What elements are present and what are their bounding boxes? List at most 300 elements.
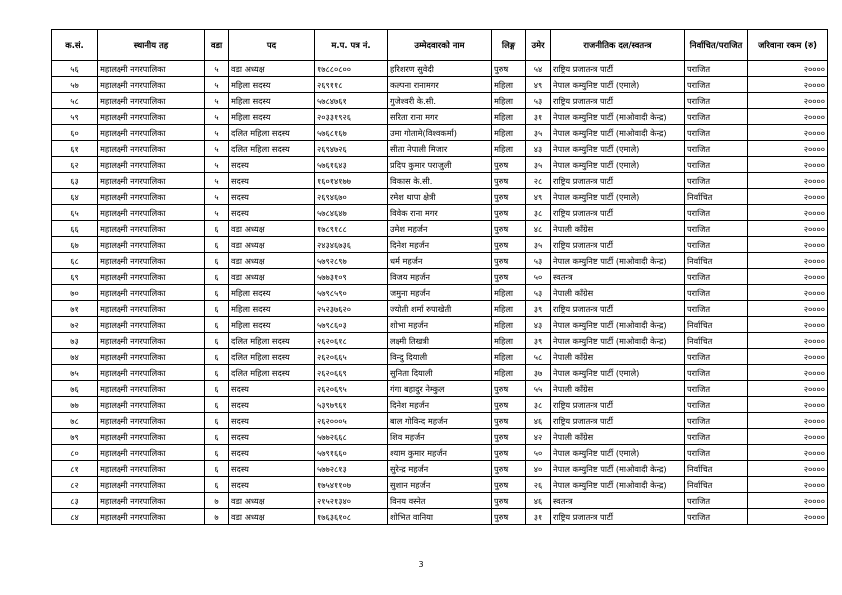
- cell-sn: ५७: [52, 77, 98, 93]
- cell-candidate: श्याम कुमार महर्जन: [388, 445, 492, 461]
- cell-id-no: ५७८४६४७: [315, 205, 388, 221]
- cell-local-level: महालक्ष्मी नगरपालिका: [98, 381, 205, 397]
- cell-party: नेपाली काँग्रेस: [551, 349, 685, 365]
- cell-post: सदस्य: [229, 445, 315, 461]
- cell-candidate: शोभित वानिया: [388, 509, 492, 525]
- table-row: [52, 429, 828, 445]
- cell-party: नेपाल कम्युनिष्ट पार्टी (एमाले): [551, 189, 685, 205]
- cell-sn: ६१: [52, 141, 98, 157]
- cell-gender: पुरुष: [492, 253, 526, 269]
- cell-gender: पुरुष: [492, 157, 526, 173]
- cell-id-no: २१५२१३४०: [315, 493, 388, 509]
- cell-party: नेपाल कम्युनिष्ट पार्टी (एमाले): [551, 157, 685, 173]
- table-row: [52, 189, 828, 205]
- cell-gender: महिला: [492, 109, 526, 125]
- cell-local-level: महालक्ष्मी नगरपालिका: [98, 221, 205, 237]
- cell-candidate: रमेश थापा क्षेत्री: [388, 189, 492, 205]
- cell-result: पराजित: [685, 205, 748, 221]
- cell-gender: महिला: [492, 93, 526, 109]
- cell-local-level: महालक्ष्मी नगरपालिका: [98, 157, 205, 173]
- cell-ward: ७: [205, 493, 229, 509]
- cell-id-no: २६२०६१८: [315, 333, 388, 349]
- cell-result: पराजित: [685, 61, 748, 77]
- cell-local-level: महालक्ष्मी नगरपालिका: [98, 269, 205, 285]
- cell-result: पराजित: [685, 397, 748, 413]
- cell-ward: ६: [205, 429, 229, 445]
- cell-ward: ५: [205, 157, 229, 173]
- cell-post: सदस्य: [229, 381, 315, 397]
- cell-fine: २००००: [748, 365, 828, 381]
- header-candidate: उम्मेदवारको नाम: [388, 30, 492, 61]
- table-row: [52, 509, 828, 525]
- cell-id-no: २०३३१९२६: [315, 109, 388, 125]
- cell-fine: २००००: [748, 141, 828, 157]
- header-gender: लिङ्ग: [492, 30, 526, 61]
- cell-sn: ६९: [52, 269, 98, 285]
- cell-fine: २००००: [748, 461, 828, 477]
- cell-result: पराजित: [685, 429, 748, 445]
- cell-id-no: ५७७२६६८: [315, 429, 388, 445]
- cell-result: पराजित: [685, 413, 748, 429]
- cell-ward: ६: [205, 397, 229, 413]
- cell-id-no: ५७९१६६०: [315, 445, 388, 461]
- cell-id-no: २६९११८: [315, 77, 388, 93]
- cell-id-no: २६९४६७०: [315, 189, 388, 205]
- cell-post: दलित महिला सदस्य: [229, 141, 315, 157]
- cell-local-level: महालक्ष्मी नगरपालिका: [98, 109, 205, 125]
- cell-party: राष्ट्रिय प्रजातन्त्र पार्टी: [551, 301, 685, 317]
- cell-id-no: १७६३६१०८: [315, 509, 388, 525]
- cell-sn: ७८: [52, 413, 98, 429]
- cell-gender: महिला: [492, 285, 526, 301]
- cell-post: सदस्य: [229, 429, 315, 445]
- cell-post: महिला सदस्य: [229, 317, 315, 333]
- cell-gender: पुरुष: [492, 269, 526, 285]
- cell-result: पराजित: [685, 109, 748, 125]
- cell-fine: २००००: [748, 157, 828, 173]
- table-row: [52, 221, 828, 237]
- cell-ward: ६: [205, 461, 229, 477]
- cell-candidate: उमेश महर्जन: [388, 221, 492, 237]
- cell-party: राष्ट्रिय प्रजातन्त्र पार्टी: [551, 509, 685, 525]
- cell-sn: ६७: [52, 237, 98, 253]
- cell-ward: ६: [205, 413, 229, 429]
- cell-sn: ६३: [52, 173, 98, 189]
- table-row: [52, 413, 828, 429]
- cell-id-no: १६०१४१७७: [315, 173, 388, 189]
- table-row: [52, 461, 828, 477]
- cell-id-no: २६२०६६९: [315, 365, 388, 381]
- cell-gender: महिला: [492, 317, 526, 333]
- table-row: [52, 477, 828, 493]
- cell-fine: २००००: [748, 413, 828, 429]
- cell-result: पराजित: [685, 221, 748, 237]
- table-row: [52, 301, 828, 317]
- cell-ward: ५: [205, 93, 229, 109]
- cell-age: ३५: [526, 125, 551, 141]
- cell-local-level: महालक्ष्मी नगरपालिका: [98, 173, 205, 189]
- table-row: [52, 61, 828, 77]
- cell-ward: ५: [205, 189, 229, 205]
- header-party: राजनीतिक दल/स्वतन्त्र: [551, 30, 685, 61]
- cell-age: ३८: [526, 397, 551, 413]
- cell-age: ३९: [526, 333, 551, 349]
- cell-sn: ७७: [52, 397, 98, 413]
- table-row: [52, 445, 828, 461]
- table-row: [52, 205, 828, 221]
- cell-age: ३१: [526, 109, 551, 125]
- cell-age: ४६: [526, 493, 551, 509]
- cell-ward: ७: [205, 509, 229, 525]
- cell-ward: ६: [205, 301, 229, 317]
- header-result: निर्वाचित/पराजित: [685, 30, 748, 61]
- header-post: पद: [229, 30, 315, 61]
- cell-fine: २००००: [748, 205, 828, 221]
- cell-gender: पुरुष: [492, 189, 526, 205]
- cell-ward: ६: [205, 285, 229, 301]
- cell-fine: २००००: [748, 109, 828, 125]
- cell-ward: ६: [205, 221, 229, 237]
- cell-post: दलित महिला सदस्य: [229, 125, 315, 141]
- cell-post: सदस्य: [229, 205, 315, 221]
- cell-gender: महिला: [492, 301, 526, 317]
- cell-post: दलित महिला सदस्य: [229, 349, 315, 365]
- cell-candidate: गंगा बहादुर नेम्कुल: [388, 381, 492, 397]
- cell-gender: पुरुष: [492, 477, 526, 493]
- cell-age: ४८: [526, 221, 551, 237]
- cell-fine: २००००: [748, 61, 828, 77]
- cell-local-level: महालक्ष्मी नगरपालिका: [98, 61, 205, 77]
- header-ward: वडा: [205, 30, 229, 61]
- cell-sn: ८३: [52, 493, 98, 509]
- cell-ward: ६: [205, 269, 229, 285]
- cell-local-level: महालक्ष्मी नगरपालिका: [98, 253, 205, 269]
- cell-post: वडा अध्यक्ष: [229, 509, 315, 525]
- cell-gender: महिला: [492, 365, 526, 381]
- cell-id-no: २५२३७६२०: [315, 301, 388, 317]
- cell-party: स्वतन्त्र: [551, 493, 685, 509]
- table-row: [52, 77, 828, 93]
- cell-post: सदस्य: [229, 461, 315, 477]
- cell-party: नेपाल कम्युनिष्ट पार्टी (एमाले): [551, 77, 685, 93]
- cell-age: ५०: [526, 445, 551, 461]
- cell-gender: पुरुष: [492, 493, 526, 509]
- header-sn: क.सं.: [52, 30, 98, 61]
- cell-local-level: महालक्ष्मी नगरपालिका: [98, 301, 205, 317]
- cell-gender: महिला: [492, 125, 526, 141]
- cell-post: महिला सदस्य: [229, 285, 315, 301]
- cell-local-level: महालक्ष्मी नगरपालिका: [98, 285, 205, 301]
- cell-candidate: धर्म महर्जन: [388, 253, 492, 269]
- cell-fine: २००००: [748, 445, 828, 461]
- cell-id-no: ५७७३१०९: [315, 269, 388, 285]
- cell-result: पराजित: [685, 125, 748, 141]
- cell-party: स्वतन्त्र: [551, 269, 685, 285]
- cell-fine: २००००: [748, 173, 828, 189]
- cell-fine: २००००: [748, 317, 828, 333]
- cell-candidate: उमा गोतामे(विश्वकर्मा): [388, 125, 492, 141]
- cell-result: पराजित: [685, 349, 748, 365]
- cell-fine: २००००: [748, 477, 828, 493]
- cell-result: निर्वाचित: [685, 477, 748, 493]
- cell-candidate: गुजेश्वरी के.सी.: [388, 93, 492, 109]
- cell-local-level: महालक्ष्मी नगरपालिका: [98, 205, 205, 221]
- cell-local-level: महालक्ष्मी नगरपालिका: [98, 349, 205, 365]
- table-row: [52, 317, 828, 333]
- cell-age: ३५: [526, 157, 551, 173]
- cell-result: पराजित: [685, 77, 748, 93]
- cell-ward: ६: [205, 333, 229, 349]
- cell-result: पराजित: [685, 157, 748, 173]
- cell-post: वडा अध्यक्ष: [229, 221, 315, 237]
- cell-ward: ६: [205, 237, 229, 253]
- results-table: [51, 29, 828, 525]
- cell-gender: महिला: [492, 77, 526, 93]
- cell-age: ३५: [526, 237, 551, 253]
- cell-id-no: ५७७२८१३: [315, 461, 388, 477]
- cell-age: ४२: [526, 429, 551, 445]
- cell-candidate: लक्ष्मी तिखत्री: [388, 333, 492, 349]
- cell-id-no: २६९४७२६: [315, 141, 388, 157]
- table-row: [52, 157, 828, 173]
- cell-fine: २००००: [748, 349, 828, 365]
- cell-local-level: महालक्ष्मी नगरपालिका: [98, 445, 205, 461]
- cell-candidate: सुशान महर्जन: [388, 477, 492, 493]
- cell-ward: ६: [205, 381, 229, 397]
- cell-ward: ६: [205, 349, 229, 365]
- table-row: [52, 333, 828, 349]
- cell-gender: महिला: [492, 349, 526, 365]
- cell-ward: ५: [205, 77, 229, 93]
- cell-candidate: सुनिता दियाली: [388, 365, 492, 381]
- cell-ward: ६: [205, 477, 229, 493]
- cell-ward: ५: [205, 109, 229, 125]
- table-row: [52, 285, 828, 301]
- cell-ward: ६: [205, 317, 229, 333]
- cell-candidate: विजय महर्जन: [388, 269, 492, 285]
- cell-result: निर्वाचित: [685, 189, 748, 205]
- cell-party: नेपाल कम्युनिष्ट पार्टी (माओवादी केन्द्र): [551, 317, 685, 333]
- cell-result: पराजित: [685, 285, 748, 301]
- cell-id-no: ५७९८६०३: [315, 317, 388, 333]
- cell-party: राष्ट्रिय प्रजातन्त्र पार्टी: [551, 397, 685, 413]
- cell-age: ५८: [526, 349, 551, 365]
- cell-party: नेपाल कम्युनिष्ट पार्टी (माओवादी केन्द्र): [551, 253, 685, 269]
- cell-id-no: १७८९१८८: [315, 221, 388, 237]
- cell-gender: पुरुष: [492, 445, 526, 461]
- cell-age: ४९: [526, 189, 551, 205]
- cell-party: राष्ट्रिय प्रजातन्त्र पार्टी: [551, 173, 685, 189]
- cell-gender: पुरुष: [492, 221, 526, 237]
- cell-ward: ५: [205, 205, 229, 221]
- cell-local-level: महालक्ष्मी नगरपालिका: [98, 237, 205, 253]
- cell-gender: पुरुष: [492, 381, 526, 397]
- cell-post: महिला सदस्य: [229, 93, 315, 109]
- cell-result: पराजित: [685, 301, 748, 317]
- cell-party: नेपाल कम्युनिष्ट पार्टी (एमाले): [551, 445, 685, 461]
- cell-id-no: १७८८०८००: [315, 61, 388, 77]
- cell-local-level: महालक्ष्मी नगरपालिका: [98, 365, 205, 381]
- cell-fine: २००००: [748, 301, 828, 317]
- table-row: [52, 365, 828, 381]
- cell-local-level: महालक्ष्मी नगरपालिका: [98, 413, 205, 429]
- cell-local-level: महालक्ष्मी नगरपालिका: [98, 125, 205, 141]
- table-header: [52, 30, 828, 61]
- cell-candidate: हरिशरण सुवेदी: [388, 61, 492, 77]
- cell-local-level: महालक्ष्मी नगरपालिका: [98, 493, 205, 509]
- cell-result: पराजित: [685, 141, 748, 157]
- cell-party: नेपाल कम्युनिष्ट पार्टी (माओवादी केन्द्र): [551, 477, 685, 493]
- cell-ward: ६: [205, 253, 229, 269]
- cell-age: ४०: [526, 461, 551, 477]
- cell-post: सदस्य: [229, 413, 315, 429]
- cell-age: ४३: [526, 317, 551, 333]
- cell-result: निर्वाचित: [685, 317, 748, 333]
- cell-sn: ७२: [52, 317, 98, 333]
- cell-id-no: २४३४६७३६: [315, 237, 388, 253]
- cell-result: निर्वाचित: [685, 253, 748, 269]
- cell-party: नेपाली काँग्रेस: [551, 381, 685, 397]
- cell-age: ४३: [526, 141, 551, 157]
- cell-fine: २००००: [748, 269, 828, 285]
- cell-local-level: महालक्ष्मी नगरपालिका: [98, 77, 205, 93]
- cell-age: ५३: [526, 253, 551, 269]
- cell-sn: ८४: [52, 509, 98, 525]
- cell-candidate: ज्योती शर्मा रुपाखेती: [388, 301, 492, 317]
- cell-candidate: प्रदिप कुमार पराजुली: [388, 157, 492, 173]
- table-row: [52, 237, 828, 253]
- cell-result: निर्वाचित: [685, 461, 748, 477]
- cell-ward: ६: [205, 365, 229, 381]
- cell-sn: ७५: [52, 365, 98, 381]
- cell-fine: २००००: [748, 509, 828, 525]
- table-row: [52, 253, 828, 269]
- cell-ward: ५: [205, 173, 229, 189]
- cell-local-level: महालक्ष्मी नगरपालिका: [98, 509, 205, 525]
- table-row: [52, 349, 828, 365]
- cell-gender: पुरुष: [492, 509, 526, 525]
- cell-post: सदस्य: [229, 397, 315, 413]
- cell-candidate: सीता नेपाली मिजार: [388, 141, 492, 157]
- cell-sn: ७९: [52, 429, 98, 445]
- cell-id-no: ५७६८१६७: [315, 125, 388, 141]
- cell-gender: पुरुष: [492, 413, 526, 429]
- cell-party: राष्ट्रिय प्रजातन्त्र पार्टी: [551, 205, 685, 221]
- cell-ward: ५: [205, 141, 229, 157]
- cell-age: ४६: [526, 413, 551, 429]
- cell-party: नेपाली काँग्रेस: [551, 429, 685, 445]
- cell-sn: ६६: [52, 221, 98, 237]
- cell-candidate: दिनेश महर्जन: [388, 237, 492, 253]
- cell-gender: पुरुष: [492, 461, 526, 477]
- cell-post: महिला सदस्य: [229, 301, 315, 317]
- cell-local-level: महालक्ष्मी नगरपालिका: [98, 429, 205, 445]
- cell-party: नेपाल कम्युनिष्ट पार्टी (एमाले): [551, 141, 685, 157]
- cell-ward: ६: [205, 445, 229, 461]
- cell-age: ५५: [526, 381, 551, 397]
- header-age: उमेर: [526, 30, 551, 61]
- cell-ward: ५: [205, 61, 229, 77]
- cell-fine: २००००: [748, 493, 828, 509]
- cell-candidate: शोभा महर्जन: [388, 317, 492, 333]
- cell-gender: महिला: [492, 141, 526, 157]
- cell-party: नेपाल कम्युनिष्ट पार्टी (माओवादी केन्द्र): [551, 333, 685, 349]
- cell-candidate: दिनेश महर्जन: [388, 397, 492, 413]
- cell-sn: ८२: [52, 477, 98, 493]
- cell-candidate: विवेक राना मगर: [388, 205, 492, 221]
- cell-gender: पुरुष: [492, 205, 526, 221]
- table-row: [52, 397, 828, 413]
- cell-post: महिला सदस्य: [229, 77, 315, 93]
- cell-id-no: ५७८४७६१: [315, 93, 388, 109]
- cell-age: ३७: [526, 365, 551, 381]
- header-row: [52, 30, 828, 61]
- table-row: [52, 493, 828, 509]
- cell-party: नेपाल कम्युनिष्ट पार्टी (माओवादी केन्द्र): [551, 461, 685, 477]
- table-row: [52, 141, 828, 157]
- cell-local-level: महालक्ष्मी नगरपालिका: [98, 141, 205, 157]
- cell-id-no: २६२०६९५: [315, 381, 388, 397]
- cell-local-level: महालक्ष्मी नगरपालिका: [98, 93, 205, 109]
- cell-sn: ५६: [52, 61, 98, 77]
- table-body: [52, 61, 828, 525]
- cell-post: महिला सदस्य: [229, 109, 315, 125]
- cell-party: राष्ट्रिय प्रजातन्त्र पार्टी: [551, 413, 685, 429]
- cell-sn: ६०: [52, 125, 98, 141]
- cell-party: राष्ट्रिय प्रजातन्त्र पार्टी: [551, 93, 685, 109]
- cell-post: वडा अध्यक्ष: [229, 269, 315, 285]
- cell-gender: पुरुष: [492, 61, 526, 77]
- cell-gender: पुरुष: [492, 429, 526, 445]
- cell-sn: ६८: [52, 253, 98, 269]
- cell-gender: पुरुष: [492, 173, 526, 189]
- cell-result: पराजित: [685, 445, 748, 461]
- cell-fine: २००००: [748, 333, 828, 349]
- cell-sn: ५९: [52, 109, 98, 125]
- cell-fine: २००००: [748, 77, 828, 93]
- cell-id-no: २६२०००५: [315, 413, 388, 429]
- cell-local-level: महालक्ष्मी नगरपालिका: [98, 397, 205, 413]
- cell-result: पराजित: [685, 493, 748, 509]
- cell-ward: ५: [205, 125, 229, 141]
- cell-party: नेपाल कम्युनिष्ट पार्टी (माओवादी केन्द्र): [551, 125, 685, 141]
- table-row: [52, 173, 828, 189]
- cell-sn: ७०: [52, 285, 98, 301]
- cell-fine: २००००: [748, 237, 828, 253]
- cell-result: पराजित: [685, 365, 748, 381]
- cell-candidate: विन्दु दियाली: [388, 349, 492, 365]
- cell-age: ५०: [526, 269, 551, 285]
- cell-result: पराजित: [685, 381, 748, 397]
- cell-candidate: सरिता राना मगर: [388, 109, 492, 125]
- cell-sn: ७६: [52, 381, 98, 397]
- cell-id-no: ५७९२८९७: [315, 253, 388, 269]
- cell-result: पराजित: [685, 269, 748, 285]
- cell-age: २८: [526, 173, 551, 189]
- table-row: [52, 125, 828, 141]
- cell-local-level: महालक्ष्मी नगरपालिका: [98, 317, 205, 333]
- cell-fine: २००००: [748, 189, 828, 205]
- cell-candidate: कल्पना रानामगर: [388, 77, 492, 93]
- cell-id-no: १७५४११०७: [315, 477, 388, 493]
- header-local-level: स्थानीय तह: [98, 30, 205, 61]
- cell-sn: ७४: [52, 349, 98, 365]
- table-row: [52, 381, 828, 397]
- cell-post: वडा अध्यक्ष: [229, 61, 315, 77]
- cell-sn: ८१: [52, 461, 98, 477]
- cell-post: वडा अध्यक्ष: [229, 253, 315, 269]
- cell-gender: महिला: [492, 333, 526, 349]
